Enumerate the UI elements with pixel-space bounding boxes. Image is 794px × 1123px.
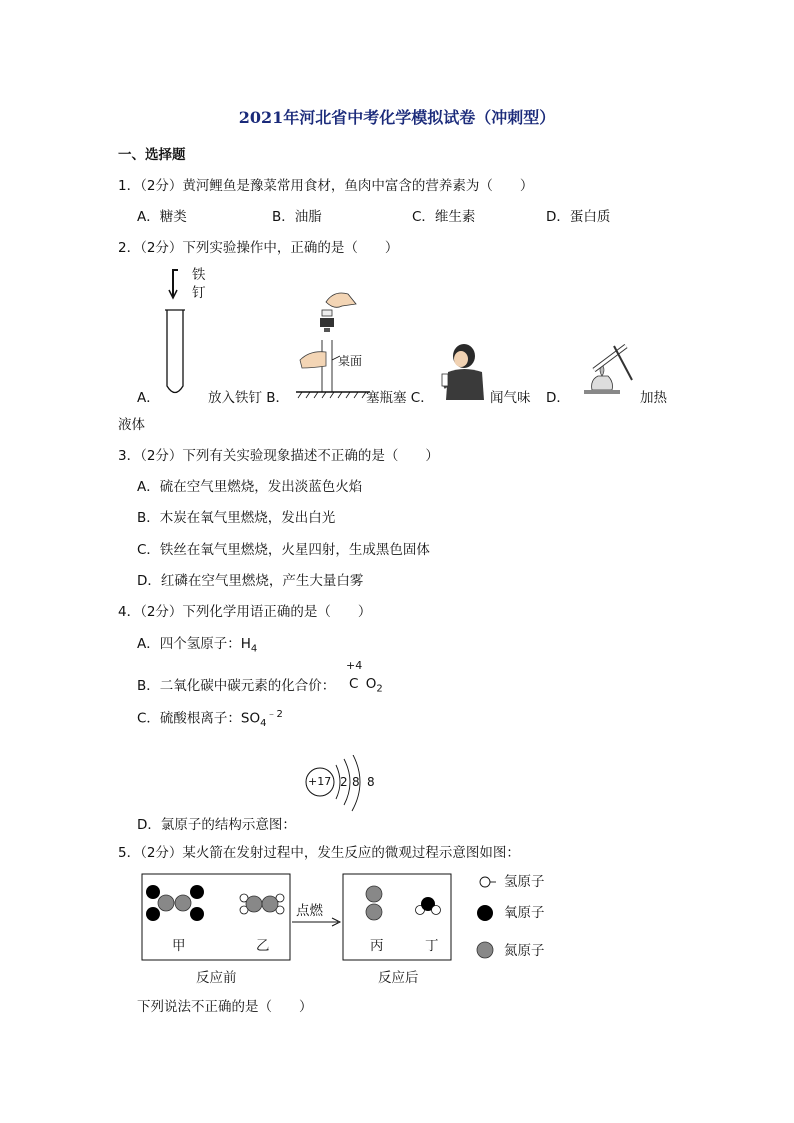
page-title: 2021年河北省中考化学模拟试卷（冲刺型）	[238, 108, 556, 127]
q1-option-c[interactable]: C．维生素	[412, 209, 476, 225]
question-5-stem: 5．（2分）某火箭在发射过程中，发生反应的微观过程示意图如图：	[118, 845, 520, 861]
legend-oxygen: 氧原子	[504, 905, 545, 921]
q4-c-sup: ﹣2	[266, 709, 283, 720]
legend-hydrogen: 氢原子	[504, 874, 545, 890]
q3-option-a[interactable]: A．硫在空气里燃烧，发出淡蓝色火焰	[137, 479, 363, 495]
q1-option-b[interactable]: B．油脂	[272, 209, 322, 225]
q3-option-d[interactable]: D．红磷在空气里燃烧，产生大量白雾	[137, 573, 364, 589]
caption-after: 反应后	[378, 970, 419, 986]
q2-caption-a: 放入铁钉 B．	[208, 390, 290, 406]
arrow-label: 点燃	[296, 903, 323, 919]
stopper-figure	[296, 288, 374, 400]
q4-c-sub: 4	[260, 718, 267, 730]
q2-option-a[interactable]: A．	[137, 390, 160, 406]
q1-option-a[interactable]: A．糖类	[137, 209, 187, 225]
q4-option-c[interactable]	[137, 709, 283, 730]
q3-option-b[interactable]: B．木炭在氧气里燃烧，发出白光	[137, 510, 336, 526]
q2-caption-d2: 液体	[118, 417, 145, 433]
shell-3: 8	[367, 775, 375, 789]
heating-figure	[574, 340, 636, 396]
q2-caption-d: 加热	[640, 390, 667, 406]
shell-2: 8	[352, 775, 360, 789]
nail-label-1: 铁	[192, 267, 206, 283]
q1-option-d[interactable]: D．蛋白质	[546, 209, 611, 225]
question-2-stem: 2．（2分）下列实验操作中，正确的是（ ）	[118, 240, 399, 256]
question-4-stem: 4．（2分）下列化学用语正确的是（ ）	[118, 604, 372, 620]
q4-b-valence: +4	[346, 659, 363, 672]
q4-option-b[interactable]: B．二氧化碳中碳元素的化合价：	[137, 678, 336, 694]
caption-before: 反应前	[196, 970, 237, 986]
label-bing: 丙	[370, 938, 384, 954]
section-heading: 一、选择题	[118, 147, 186, 163]
q2-option-d[interactable]: D．	[546, 390, 570, 406]
q4-b-formula-c: C	[349, 676, 359, 692]
smelling-figure	[438, 342, 488, 400]
question-5-follow: 下列说法不正确的是（ ）	[137, 999, 313, 1015]
q4-option-a[interactable]	[137, 636, 257, 656]
question-1-stem: 1．（2分）黄河鲤鱼是豫菜常用食材，鱼肉中富含的营养素为（ ）	[118, 178, 534, 194]
label-yi: 乙	[256, 938, 270, 954]
shell-1: 2	[340, 775, 348, 789]
q2-caption-b: 塞瓶塞 C．	[366, 390, 434, 406]
q4-a-sub: 4	[250, 643, 258, 655]
legend-nitrogen: 氮原子	[504, 943, 545, 959]
q4-c-text: C．硫酸根离子：SO	[137, 710, 261, 727]
reaction-diagram	[140, 872, 560, 964]
desk-label: 桌面	[338, 354, 363, 368]
q4-b-formula-o: O	[365, 676, 377, 692]
q2-caption-c: 闻气味	[490, 390, 531, 406]
nucleus-label: +17	[308, 775, 332, 788]
q4-option-d[interactable]: D．氯原子的结构示意图：	[137, 817, 296, 833]
q3-option-c[interactable]: C．铁丝在氧气里燃烧，火星四射，生成黑色固体	[137, 542, 430, 558]
q4-b-formula	[349, 676, 383, 696]
test-tube-nail-figure	[160, 266, 194, 401]
label-ding: 丁	[425, 938, 439, 954]
q4-b-formula-sub: 2	[376, 683, 383, 695]
label-jia: 甲	[172, 938, 186, 954]
nail-label-2: 钉	[192, 285, 206, 301]
question-3-stem: 3．（2分）下列有关实验现象描述不正确的是（ ）	[118, 448, 439, 464]
q4-a-text: A．四个氢原子：H	[137, 636, 251, 652]
